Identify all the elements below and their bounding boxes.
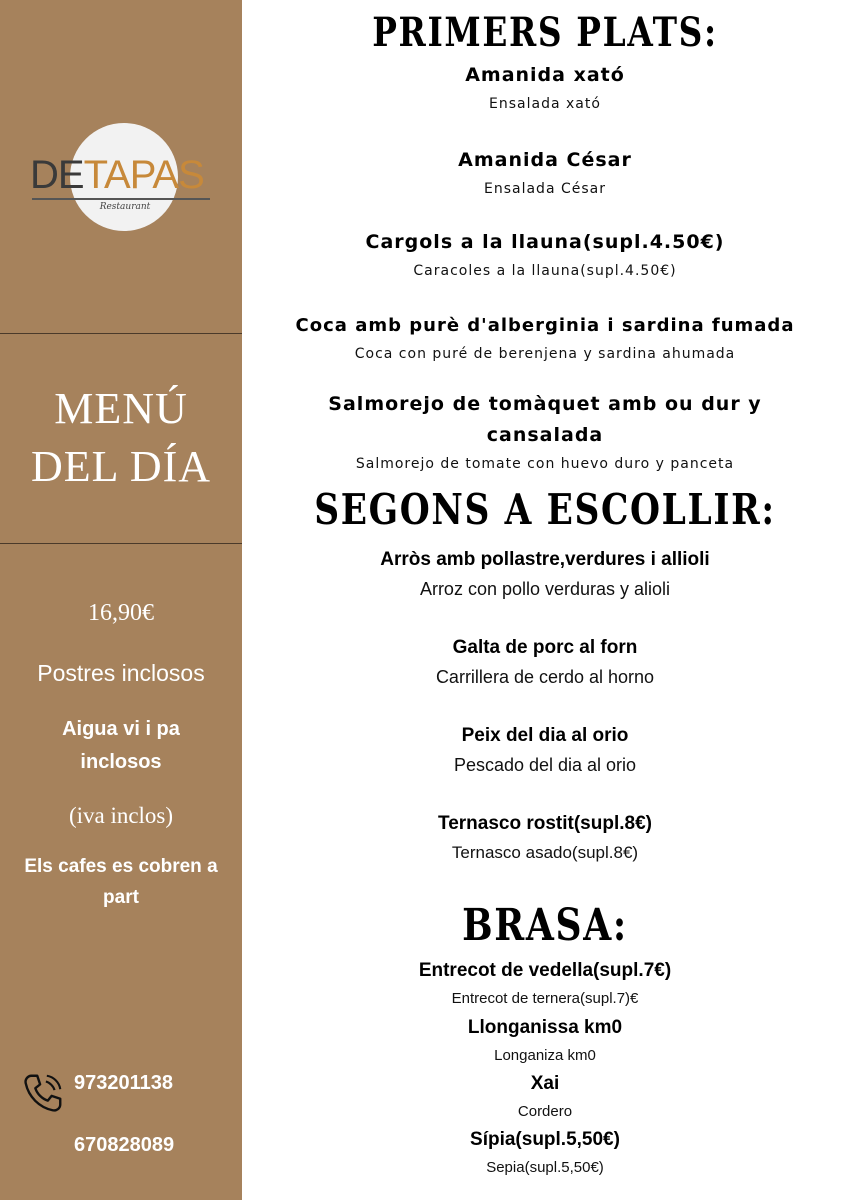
- menu-item: [242, 721, 848, 780]
- sidebar: [0, 0, 242, 1200]
- coffee-note: Els cafes es cobren a part: [24, 856, 218, 908]
- menu-item: [242, 389, 848, 477]
- dish-name: Ternasco rostit(supl.8€): [438, 813, 652, 834]
- menu-content: [242, 0, 848, 1200]
- dish-name: Galta de porc al forn: [452, 637, 638, 658]
- dish-translation: Pescado del dia al orio: [453, 755, 637, 775]
- dish-name: Xai: [530, 1073, 560, 1094]
- dish-translation: Ensalada xató: [489, 96, 601, 112]
- menu-title-line2: DEL DÍA: [30, 442, 212, 491]
- menu-item: [242, 145, 848, 202]
- menu-price: 16,90€: [88, 600, 154, 626]
- desserts-note: Postres inclosos: [37, 660, 205, 686]
- menu-item: [242, 809, 848, 868]
- dish-translation: Ternasco asado(supl.8€): [451, 843, 639, 862]
- dish-translation: Entrecot de ternera(supl.7)€: [451, 990, 639, 1007]
- menu-item: [242, 227, 848, 284]
- phone-icon: [20, 1070, 66, 1116]
- dish-name: Entrecot de vedella(supl.7€): [418, 960, 672, 981]
- dish-name-line2: cansalada: [486, 424, 604, 446]
- menu-item: [242, 956, 848, 1013]
- dish-name: Llonganissa km0: [467, 1017, 623, 1038]
- divider-top: [0, 333, 242, 334]
- logo-brand-part2: TAPAS: [83, 153, 204, 197]
- heading-brasa: BRASA:: [462, 900, 628, 951]
- dish-name: Coca amb purè d'alberginia i sardina fumada: [295, 315, 795, 336]
- phone-number-1[interactable]: 973201138: [74, 1072, 174, 1094]
- menu-item: [242, 60, 848, 117]
- dish-translation: Caracoles a la llauna(supl.4.50€): [413, 263, 677, 279]
- dish-translation: Sepia(supl.5,50€): [486, 1159, 604, 1176]
- dish-translation: Carrillera de cerdo al horno: [435, 667, 655, 687]
- logo-subtitle: Restaurant: [99, 202, 151, 212]
- vat-note: (iva inclos): [68, 803, 174, 828]
- logo: [30, 155, 220, 195]
- menu-item: [242, 1013, 848, 1070]
- menu-item: [242, 1125, 848, 1182]
- dish-translation: Coca con puré de berenjena y sardina ahumada: [354, 346, 736, 362]
- dish-name: Amanida xató: [465, 64, 625, 86]
- dish-name: Amanida César: [458, 149, 632, 171]
- dish-translation: Salmorejo de tomate con huevo duro y panceta: [355, 456, 735, 472]
- dish-name: Sípia(supl.5,50€): [470, 1129, 620, 1150]
- dish-name: Peix del dia al orio: [461, 725, 629, 746]
- menu-item: [242, 310, 848, 367]
- dish-name: Arròs amb pollastre,verdures i allioli: [380, 549, 710, 570]
- dish-name-line1: Salmorejo de tomàquet amb ou dur y: [328, 393, 762, 415]
- drinks-note: Aigua vi i pa inclosos: [62, 718, 180, 773]
- heading-segons: SEGONS A ESCOLLIR:: [314, 485, 776, 534]
- dish-translation: Ensalada César: [484, 181, 606, 197]
- heading-primers: PRIMERS PLATS:: [372, 9, 718, 56]
- dish-translation: Longaniza km0: [494, 1047, 596, 1064]
- dish-name: Cargols a la llauna(supl.4.50€): [365, 231, 725, 253]
- menu-item: [242, 633, 848, 692]
- dish-translation: Cordero: [517, 1103, 573, 1120]
- menu-item: [242, 545, 848, 604]
- phone-number-2[interactable]: 670828089: [74, 1134, 175, 1156]
- menu-item: [242, 1069, 848, 1126]
- dish-translation: Arroz con pollo verduras y alioli: [419, 579, 671, 599]
- divider-bottom: [0, 543, 242, 544]
- logo-rule: [32, 198, 210, 200]
- menu-title-line1: MENÚ: [54, 384, 188, 433]
- logo-brand-part1: DE: [30, 153, 84, 197]
